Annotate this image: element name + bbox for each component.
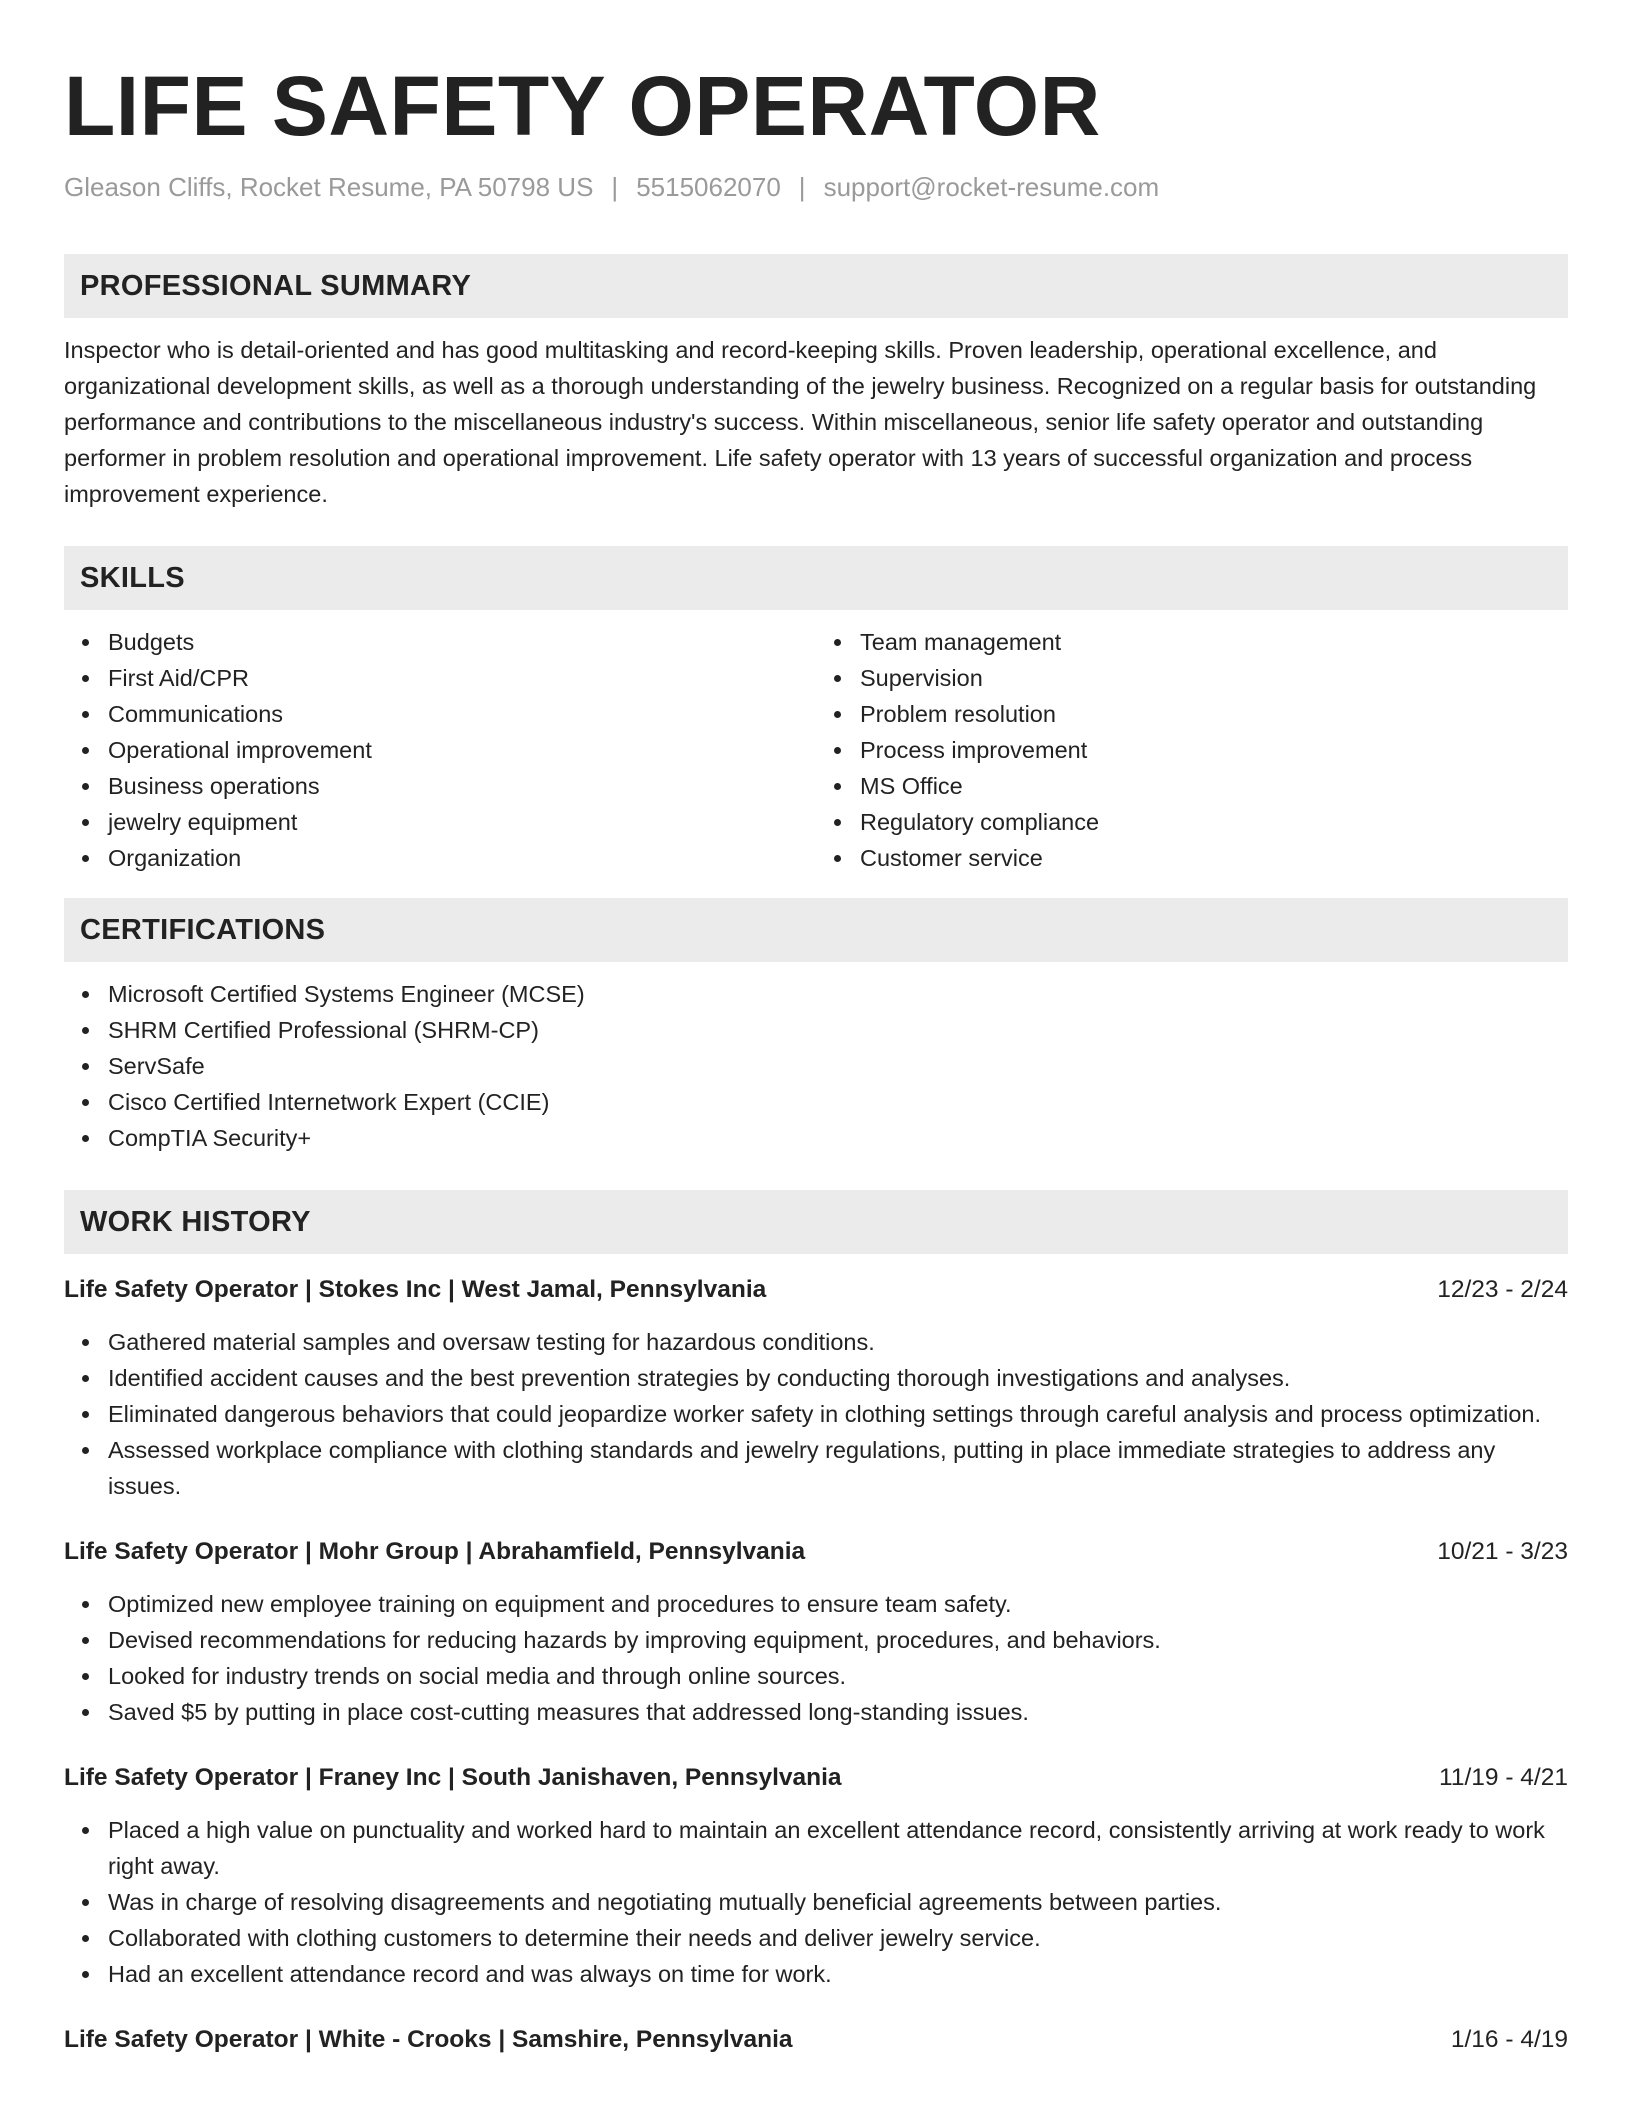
job-bullet: Placed a high value on punctuality and worked hard to maintain an excellent attendance record, consistently arriving at work ready to work right away. <box>108 1812 1568 1884</box>
skill-item: First Aid/CPR <box>108 660 816 696</box>
skill-item: Team management <box>860 624 1568 660</box>
job-bullet: Had an excellent attendance record and was always on time for work. <box>108 1956 1568 1992</box>
job-dates: 12/23 - 2/24 <box>1437 1276 1568 1303</box>
job-bullet: Identified accident causes and the best prevention strategies by conducting thorough investigations and analyses. <box>108 1360 1568 1396</box>
skill-item: Organization <box>108 840 816 876</box>
job-title: Life Safety Operator | White - Crooks | Samshire, Pennsylvania <box>64 2026 793 2053</box>
section-header-summary: PROFESSIONAL SUMMARY <box>64 254 1568 318</box>
job-entry <box>64 1760 1568 1992</box>
job-dates: 11/19 - 4/21 <box>1439 1764 1568 1791</box>
skill-item: Supervision <box>860 660 1568 696</box>
certification-item: CompTIA Security+ <box>108 1120 1568 1156</box>
job-entry <box>64 1272 1568 1504</box>
skill-item: MS Office <box>860 768 1568 804</box>
job-title-row <box>64 1534 1568 1570</box>
contact-address: Gleason Cliffs, Rocket Resume, PA 50798 US <box>64 172 594 202</box>
job-title-row <box>64 1760 1568 1796</box>
job-bullet: Optimized new employee training on equipment and procedures to ensure team safety. <box>108 1586 1568 1622</box>
skill-item: Problem resolution <box>860 696 1568 732</box>
job-title: Life Safety Operator | Stokes Inc | West Jamal, Pennsylvania <box>64 1276 767 1303</box>
certification-item: Microsoft Certified Systems Engineer (MCSE) <box>108 976 1568 1012</box>
job-bullet: Looked for industry trends on social media and through online sources. <box>108 1658 1568 1694</box>
contact-phone: 5515062070 <box>636 172 781 202</box>
skills-list-right <box>816 624 1568 876</box>
job-bullet: Devised recommendations for reducing hazards by improving equipment, procedures, and behaviors. <box>108 1622 1568 1658</box>
certification-item: SHRM Certified Professional (SHRM-CP) <box>108 1012 1568 1048</box>
contact-email: support@rocket-resume.com <box>823 172 1160 202</box>
job-bullets <box>64 1586 1568 1730</box>
skill-item: Communications <box>108 696 816 732</box>
job-title: Life Safety Operator | Franey Inc | South Janishaven, Pennsylvania <box>64 1764 842 1791</box>
certification-item: ServSafe <box>108 1048 1568 1084</box>
job-bullets <box>64 1812 1568 1992</box>
job-title-row <box>64 2022 1568 2058</box>
job-bullet: Eliminated dangerous behaviors that could jeopardize worker safety in clothing settings through careful analysis and process optimization. <box>108 1396 1568 1432</box>
skill-item: Budgets <box>108 624 816 660</box>
job-bullet: Saved $5 by putting in place cost-cutting measures that addressed long-standing issues. <box>108 1694 1568 1730</box>
section-header-work-history: WORK HISTORY <box>64 1190 1568 1254</box>
job-dates: 1/16 - 4/19 <box>1450 2026 1568 2053</box>
job-entry <box>64 2022 1568 2058</box>
skill-item: Operational improvement <box>108 732 816 768</box>
skills-list-left <box>64 624 816 876</box>
job-bullet: Was in charge of resolving disagreements and negotiating mutually beneficial agreements between parties. <box>108 1884 1568 1920</box>
job-bullet: Gathered material samples and oversaw testing for hazardous conditions. <box>108 1324 1568 1360</box>
contact-separator: | <box>798 172 806 202</box>
resume-name: LIFE SAFETY OPERATOR <box>64 59 1101 153</box>
certification-item: Cisco Certified Internetwork Expert (CCIE) <box>108 1084 1568 1120</box>
certifications-list <box>64 976 1568 1156</box>
section-header-certifications: CERTIFICATIONS <box>64 898 1568 962</box>
contact-separator: | <box>611 172 619 202</box>
skill-item: Business operations <box>108 768 816 804</box>
job-bullet: Collaborated with clothing customers to determine their needs and deliver jewelry service. <box>108 1920 1568 1956</box>
job-title: Life Safety Operator | Mohr Group | Abrahamfield, Pennsylvania <box>64 1538 806 1565</box>
resume-page <box>64 0 1568 2058</box>
skill-item: jewelry equipment <box>108 804 816 840</box>
contact-line <box>64 170 1568 204</box>
skill-item: Customer service <box>860 840 1568 876</box>
skill-item: Process improvement <box>860 732 1568 768</box>
job-dates: 10/21 - 3/23 <box>1437 1538 1568 1565</box>
job-bullet: Assessed workplace compliance with clothing standards and jewelry regulations, putting in place immediate strategies to address any issues. <box>108 1432 1568 1504</box>
section-header-skills: SKILLS <box>64 546 1568 610</box>
job-title-row <box>64 1272 1568 1308</box>
skills-columns <box>64 624 1568 876</box>
job-bullets <box>64 1324 1568 1504</box>
job-entry <box>64 1534 1568 1730</box>
skill-item: Regulatory compliance <box>860 804 1568 840</box>
summary-text: Inspector who is detail-oriented and has good multitasking and record-keeping skills. Proven leadership, operational excellence, and organizational development skills, as well as a thorough understanding of the jewelry business. Recognized on a regular basis for outstanding performance and contributions to the miscellaneous industry's success. Within miscellaneous, senior life safety operator and outstanding performer in problem resolution and operational improvement. Life safety operator with 13 years of successful organization and process improvement experience. <box>64 337 1537 507</box>
